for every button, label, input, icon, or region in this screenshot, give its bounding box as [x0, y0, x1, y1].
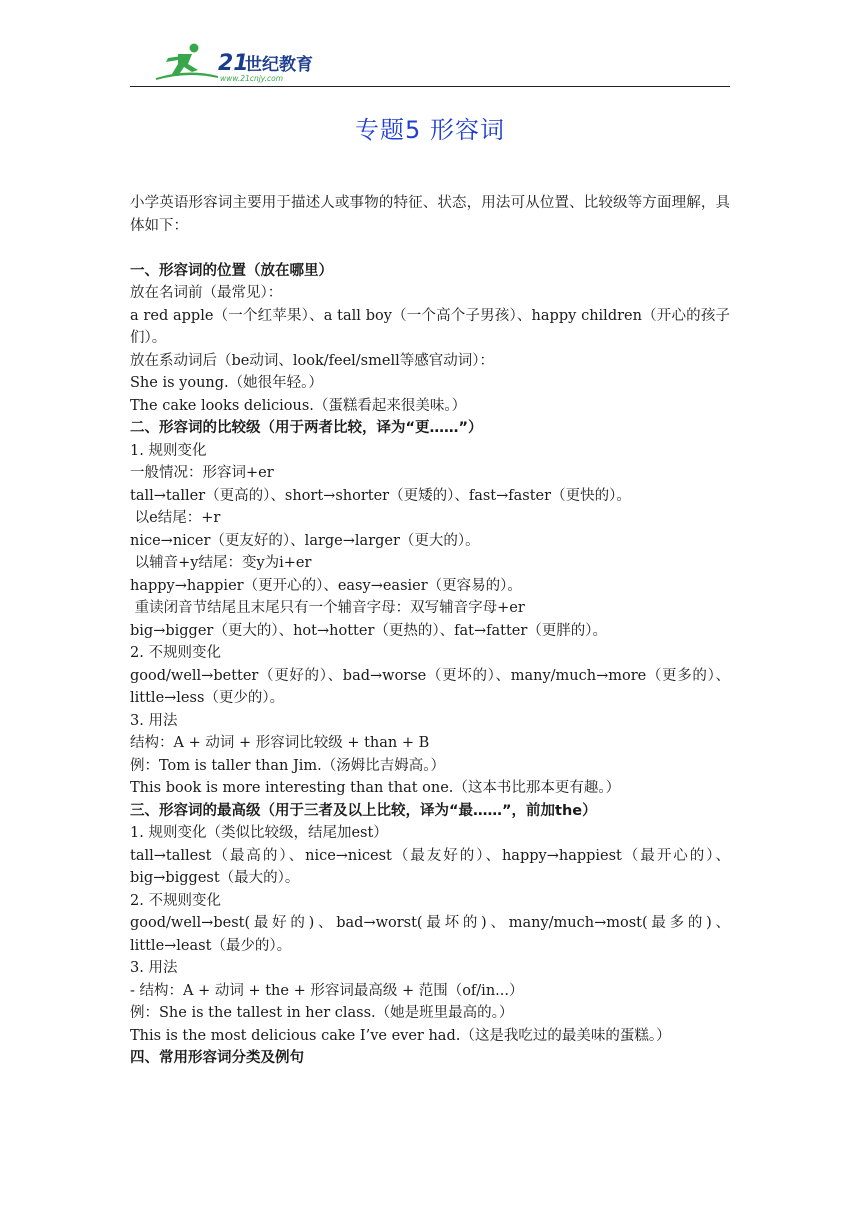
text-line: 1. 规则变化（类似比较级，结尾加est） [130, 825, 388, 841]
text-line: good/well→better（更好的）、bad→worse（更坏的）、many/much→more（更多的）、little→less（更少的）。 [130, 667, 730, 706]
text-line: 一般情况：形容词+er [130, 465, 274, 481]
logo-icon [148, 40, 348, 84]
text-line: This book is more interesting than that one.（这本书比那本更有趣。） [130, 780, 621, 796]
section-heading: 四、常用形容词分类及例句 [130, 1050, 304, 1066]
text-line: 3. 用法 [130, 712, 178, 729]
svg-text:世纪教育: 世纪教育 [245, 55, 313, 75]
text-line: 结构：A + 动词 + 形容词比较级 + than + B [130, 735, 430, 751]
text-line: She is young.（她很年轻。） [130, 375, 323, 391]
section-heading: 三、形容词的最高级（用于三者及以上比较，译为“最……”，前加the） [130, 802, 597, 819]
text-line: good/well→best(最好的)、bad→worst(最坏的)、many/much→most(最多的)、little→least（最少的）。 [130, 915, 730, 954]
text-line: nice→nicer（更友好的）、large→larger（更大的）。 [130, 532, 480, 549]
text-line: 以辅音+y结尾：变y为i+er [130, 555, 312, 571]
text-line: 3. 用法 [130, 960, 178, 976]
page-header [130, 38, 730, 88]
text-line: The cake looks delicious.（蛋糕看起来很美味。） [130, 397, 467, 414]
text-line: happy→happier（更开心的）、easy→easier（更容易的）。 [130, 577, 522, 594]
text-line: 放在系动词后（be动词、look/feel/smell等感官动词）： [130, 352, 494, 369]
text-line: - 结构：A + 动词 + the + 形容词最高级 + 范围（of/in...） [130, 982, 524, 999]
section-heading: 二、形容词的比较级（用于两者比较，译为“更……”） [130, 420, 483, 436]
document-body [130, 192, 730, 1070]
text-line: 2. 不规则变化 [130, 892, 221, 909]
text-line: 以e结尾：+r [130, 510, 221, 526]
text-line: 2. 不规则变化 [130, 645, 221, 661]
text-line: big→bigger（更大的）、hot→hotter（更热的）、fat→fatter（更胖的）。 [130, 622, 608, 639]
section-heading: 一、形容词的位置（放在哪里） [130, 262, 333, 279]
text-line: 例：She is the tallest in her class.（她是班里最高的。） [130, 1005, 514, 1021]
text-line: This is the most delicious cake I’ve ever had.（这是我吃过的最美味的蛋糕。） [130, 1027, 671, 1044]
text-line: a red apple（一个红苹果）、a tall boy（一个高个子男孩）、happy children（开心的孩子们）。 [130, 307, 730, 346]
header-divider [130, 86, 730, 87]
page-title: 专题5 形容词 [355, 116, 505, 144]
svg-text:21: 21 [218, 51, 249, 76]
svg-text:www.21cnjy.com: www.21cnjy.com [220, 74, 284, 83]
text-line: tall→taller（更高的）、short→shorter（更矮的）、fast→faster（更快的）。 [130, 487, 631, 504]
text-line: 放在名词前（最常见）： [130, 285, 283, 301]
intro-paragraph: 小学英语形容词主要用于描述人或事物的特征、状态，用法可从位置、比较级等方面理解，具体如下： [130, 195, 730, 234]
text-line: tall→tallest（最高的）、nice→nicest（最友好的）、happy→happiest（最开心的）、big→biggest（最大的）。 [130, 847, 730, 886]
text-line: 重读闭音节结尾且末尾只有一个辅音字母：双写辅音字母+er [130, 600, 525, 616]
text-line: 例：Tom is taller than Jim.（汤姆比吉姆高。） [130, 757, 446, 774]
text-line: 1. 规则变化 [130, 442, 207, 459]
